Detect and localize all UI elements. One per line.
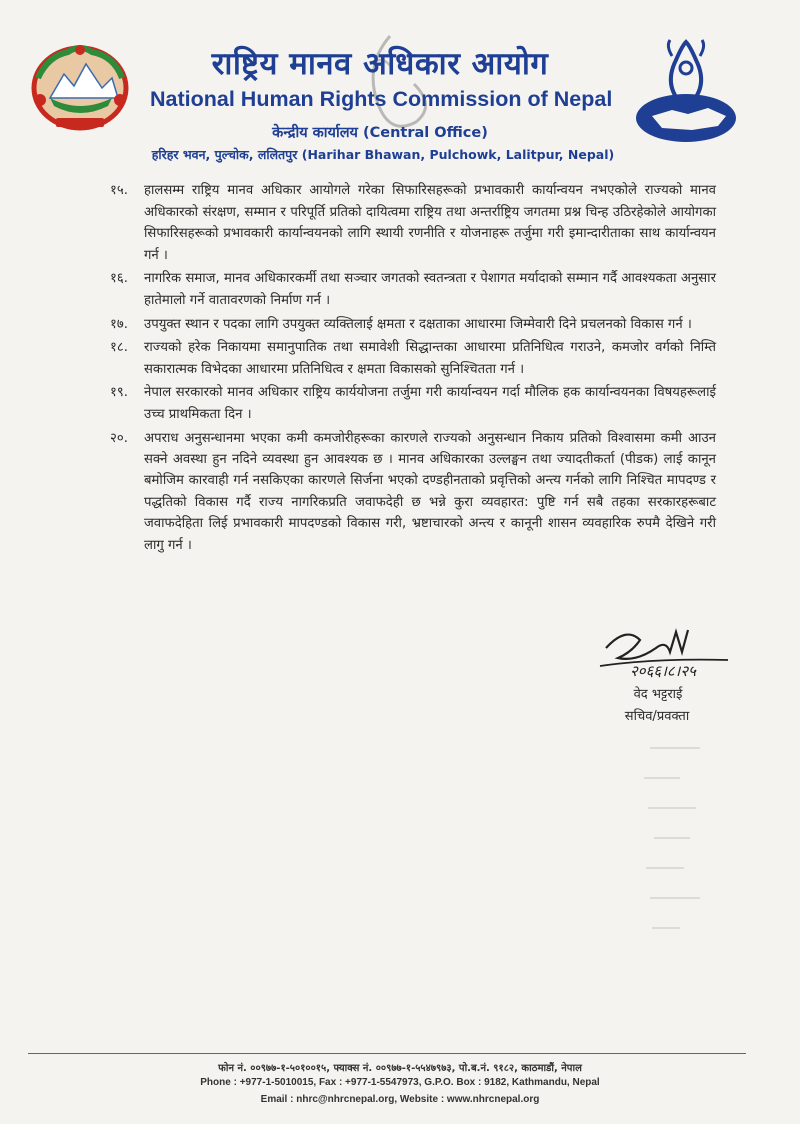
item-number: २०. <box>110 430 128 446</box>
recommendation-item <box>110 382 716 425</box>
item-text: राज्यको हरेक निकायमा समानुपातिक तथा समावेशी सिद्धान्तका आधारमा प्रतिनिधित्व गराउने, कमजोर वर्गको निम्ति सकारात्मक विभेदका आधारमा प्रतिनिधित्व र क्षमता विकासको सुनिश्चितता गर्न । <box>144 340 716 377</box>
footer-contact-email: Email : nhrc@nhrcnepal.org, Website : www.nhrcnepal.org <box>260 1094 540 1105</box>
organization-title-english: National Human Rights Commission of Nepal <box>150 87 613 111</box>
item-text: उपयुक्त स्थान र पदका लागि उपयुक्त व्यक्तिलाई क्षमता र दक्षताका आधारमा जिम्मेवारी दिने प्रचलनको विकास गर्न । <box>144 316 692 332</box>
office-address: हरिहर भवन, पुल्चोक, ललितपुर (Harihar Bhawan, Pulchowk, Lalitpur, Nepal) <box>151 147 615 162</box>
item-text: हालसम्म राष्ट्रिय मानव अधिकार आयोगले गरेका सिफारिसहरूको प्रभावकारी कार्यान्वयन नभएकोले राज्यको मानव अधिकारको संरक्षण, सम्मान र परिपूर्ति प्रतिको दायित्वमा राष्ट्रिय तथा अन्तर्राष्ट्रिय जगतमा प्रश्न चिन्ह उठिरहेकोले आयोगका सिफारिसहरूको प्रभावकारी कार्यान्वयनको लागि स्थायी रणनीति र योजनाहरू तर्जुमा गरी इमान्दारीताका साथ कार्यान्वयन गर्न । <box>144 183 716 263</box>
signatory-title: सचिव/प्रवक्ता <box>624 709 690 724</box>
nepal-emblem-icon <box>28 38 132 136</box>
item-number: १९. <box>110 385 128 401</box>
recommendation-item <box>110 180 716 266</box>
item-number: १७. <box>110 316 128 332</box>
item-number: १८. <box>110 340 128 356</box>
recommendation-item <box>110 268 716 311</box>
bleed-through-marks <box>640 738 720 938</box>
item-text: नेपाल सरकारको मानव अधिकार राष्ट्रिय कार्ययोजना तर्जुमा गरी कार्यान्वयन गर्दा मौलिक हक कार्यान्वयनका विषयहरूलाई उच्च प्राथमिकता दिन । <box>144 385 716 422</box>
footer-divider <box>28 1053 746 1054</box>
office-name: केन्द्रीय कार्यालय (Central Office) <box>272 125 488 141</box>
item-number: १६. <box>110 271 128 287</box>
signature-date: २०६६।८।२५ <box>630 662 696 680</box>
recommendation-item <box>110 337 716 380</box>
handwritten-signature <box>596 618 736 682</box>
signatory-name: वेद भट्टराई <box>633 687 683 702</box>
item-number: १५. <box>110 183 128 198</box>
organization-title-nepali: राष्ट्रिय मानव अधिकार आयोग <box>211 46 549 82</box>
footer-contact-phone: Phone : +977-1-5010015, Fax : +977-1-5547973, G.P.O. Box : 9182, Kathmandu, Nepal <box>200 1077 600 1088</box>
item-text: अपराध अनुसन्धानमा भएका कमी कमजोरीहरूका कारणले राज्यको अनुसन्धान निकाय प्रतिको विश्वासमा कमी आउन सक्ने अवस्था हुन नदिने व्यवस्था हुन आवश्यक छ । मानव अधिकारका उल्लङ्घन तथा ज्यादतीकर्ता (पीडक) लाई कानून बमोजिम कारवाही गर्न नसकिएका कारणले सिर्जना भएको दण्डहीनताको प्रवृत्तिको अन्त्य गर्नको लागि निश्चित मापदण्ड र पद्धतिको विकास गर्दै राज्य नागरिकप्रति जवाफदेही छ भन्ने कुरा व्यवहारत: पुष्टि गर्न सबै तहका सरकारहरूबाट जवाफदेहिता लिई प्रभावकारी मापदण्डको विकास गरी, भ्रष्टाचारको अन्त्य र कानूनी शासन व्यवहारिक रुपमै देखिने गरी लागु गर्न । <box>144 430 716 553</box>
nhrc-logo-icon <box>632 38 740 150</box>
footer-contact-nepali: फोन नं. ००९७७-१-५०१००१५, फ्याक्स नं. ००९७७-१-५५४७९७३, पो.ब.नं. ९१८२, काठमाडौं, नेपाल <box>218 1063 582 1074</box>
item-text: नागरिक समाज, मानव अधिकारकर्मी तथा सञ्चार जगतको स्वतन्त्रता र पेशागत मर्यादाको सम्मान गर्दै आवश्यकता अनुसार हातेमालो गर्ने वातावरणको निर्माण गर्न । <box>144 271 716 308</box>
recommendation-item <box>110 428 716 556</box>
recommendations-list <box>110 180 716 558</box>
recommendation-item <box>110 314 716 336</box>
